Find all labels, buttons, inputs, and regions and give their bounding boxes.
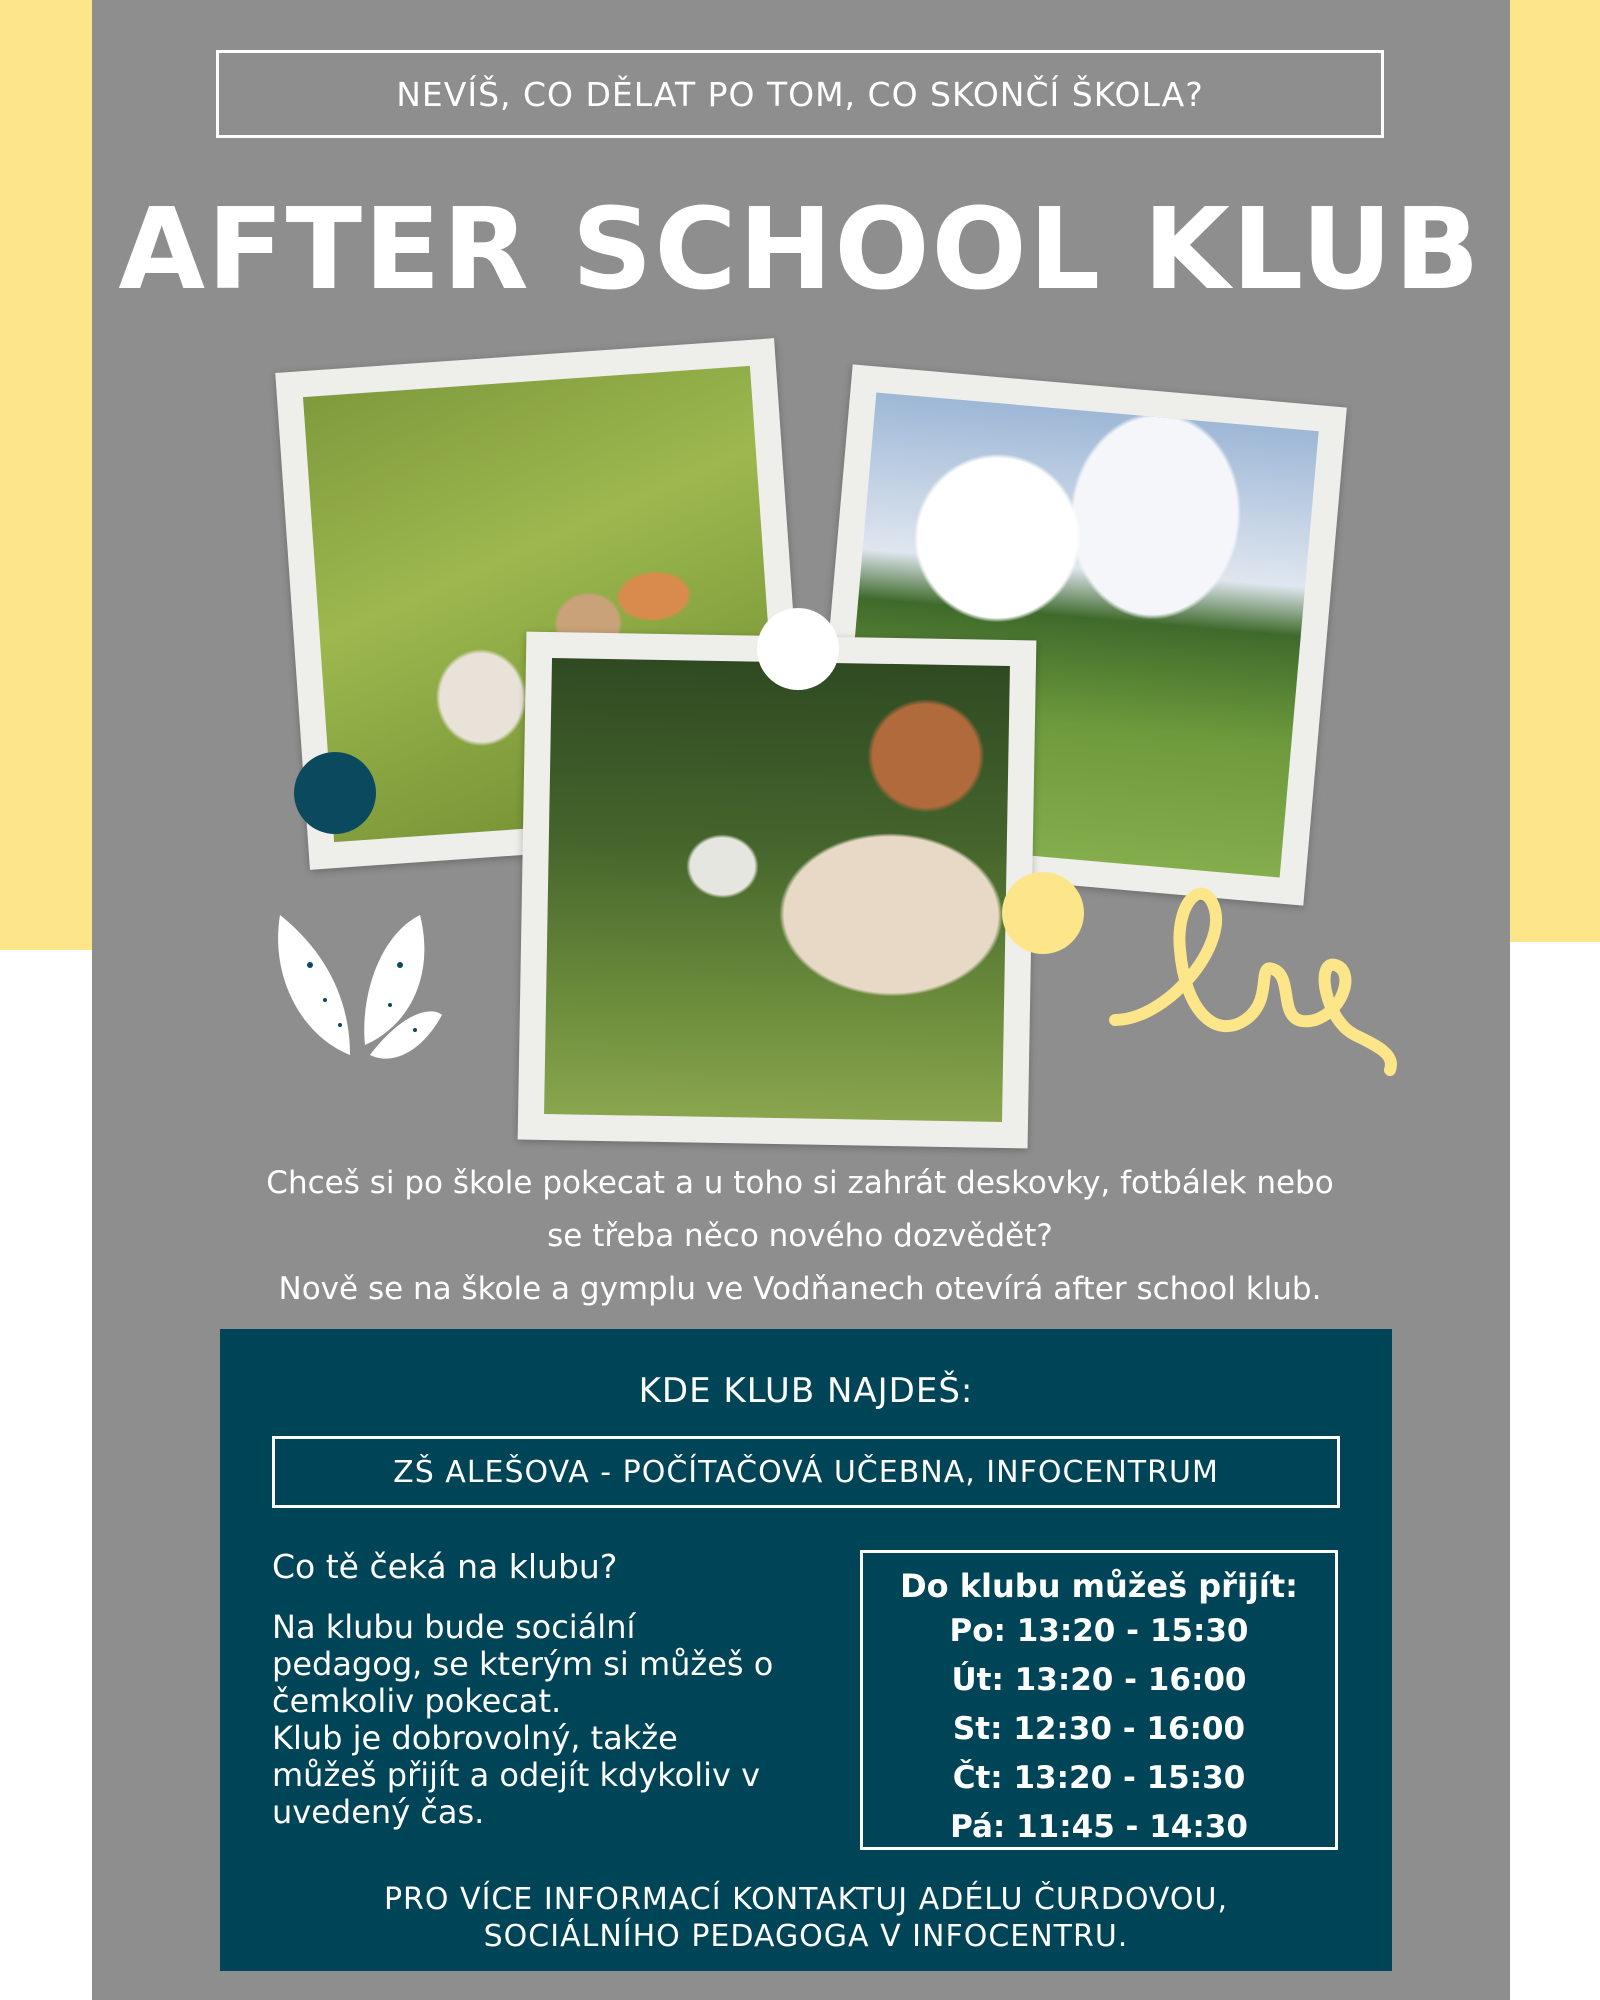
- leaf-decoration-icon: [270, 905, 450, 1065]
- info-heading: KDE KLUB NAJDEŠ:: [638, 1371, 974, 1411]
- decor-dot-yellow: [1002, 872, 1084, 954]
- location-box: ZŠ ALEŠOVA - POČÍTAČOVÁ UČEBNA, INFOCENTRUM: [272, 1436, 1340, 1508]
- squiggle-decoration-icon: [1105, 870, 1405, 1100]
- description-line: uvedený čas.: [272, 1793, 485, 1831]
- info-section: [220, 1329, 1392, 1971]
- yellow-accent-right: [1510, 0, 1600, 942]
- club-question: Co tě čeká na klubu?: [272, 1547, 618, 1586]
- intro-line: Chceš si po škole pokecat a u toho si zahrát deskovky, fotbálek nebo: [266, 1165, 1334, 1201]
- decor-dot-white: [757, 608, 839, 690]
- intro-line: se třeba něco nového dozvědět?: [547, 1218, 1053, 1254]
- hours-row-tuesday: Út: 13:20 - 16:00: [951, 1662, 1247, 1698]
- photo-card-tug-of-war: [518, 632, 1037, 1149]
- opening-hours-box: [860, 1550, 1338, 1850]
- description-line: pedagog, se kterým si můžeš o: [272, 1645, 774, 1683]
- decor-dot-navy: [294, 752, 376, 834]
- hours-row-monday: Po: 13:20 - 15:30: [949, 1613, 1249, 1649]
- club-description: [272, 1609, 832, 1831]
- description-line: čemkoliv pokecat.: [272, 1682, 562, 1720]
- hours-row-thursday: Čt: 13:20 - 15:30: [952, 1760, 1246, 1796]
- photo-tug-of-war: [544, 658, 1010, 1122]
- yellow-accent-left: [0, 0, 92, 950]
- intro-line: Nově se na škole a gymplu ve Vodňanech otevírá after school klub.: [278, 1271, 1322, 1307]
- opening-hours-title: Do klubu můžeš přijít:: [900, 1567, 1298, 1605]
- description-line: Klub je dobrovolný, takže: [272, 1719, 678, 1757]
- footer-line: SOCIÁLNÍHO PEDAGOGA V INFOCENTRU.: [483, 1919, 1129, 1954]
- hours-row-wednesday: St: 12:30 - 16:00: [952, 1711, 1246, 1747]
- hours-row-friday: Pá: 11:45 - 14:30: [950, 1809, 1248, 1845]
- intro-text: [200, 1157, 1400, 1316]
- footer-line: PRO VÍCE INFORMACÍ KONTAKTUJ ADÉLU ČURDOVOU,: [383, 1882, 1229, 1917]
- description-line: můžeš přijít a odejít kdykoliv v: [272, 1756, 761, 1794]
- description-line: Na klubu bude sociální: [272, 1608, 636, 1646]
- page-title: AFTER SCHOOL KLUB: [118, 185, 1482, 315]
- tagline-box: NEVÍŠ, CO DĚLAT PO TOM, CO SKONČÍ ŠKOLA?: [216, 50, 1384, 138]
- contact-footer: [220, 1881, 1392, 1955]
